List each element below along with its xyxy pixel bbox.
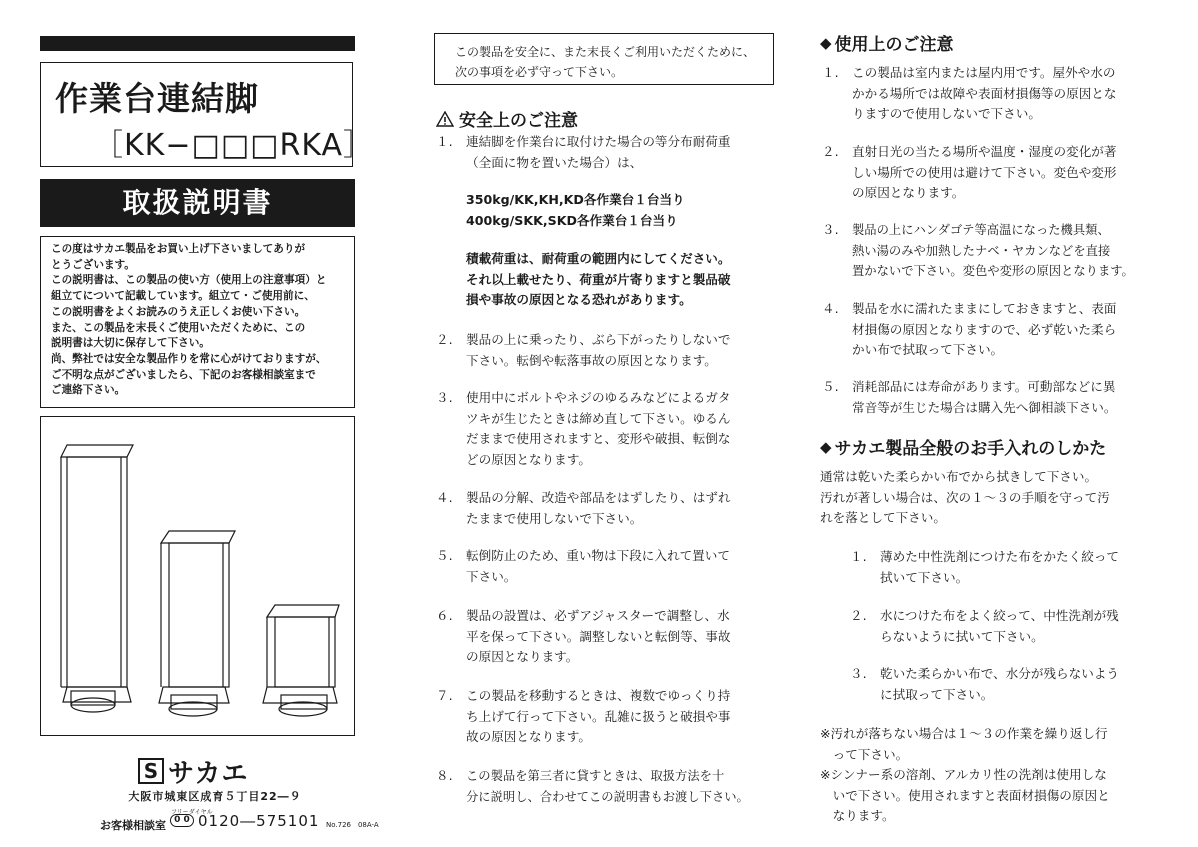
sakae-logo bbox=[138, 756, 249, 789]
title-box bbox=[40, 62, 375, 167]
sakae-logo-mark: S bbox=[138, 758, 164, 784]
diamond-icon: ◆ bbox=[820, 437, 832, 456]
usage-heading bbox=[820, 30, 954, 55]
product-model: ［KK−□□□RKA］ bbox=[93, 128, 375, 163]
intro-text: この度はサカエ製品をお買い上げ下さいましてありが とうございます。 この説明書は、この製品の使い方（使用上の注意事項）と 組立てについて記載しています。組立て・ご使用前に、 この説明書をよくお読みのうえ正しくお使い下さい。 また、この製品を末長くご使用いただくために、この 説明書は大切に保存して下さい。 尚、弊社では安全な製品作りを常に心がけておりますが、 ご不明な点がございましたら、下記のお客様相談室まで ご連絡下さい。 bbox=[51, 243, 327, 397]
freedial-label: フリーダイヤル bbox=[171, 809, 213, 816]
step-number: １. bbox=[850, 549, 867, 564]
product-title: 作業台連結脚 bbox=[55, 79, 259, 118]
notice-box bbox=[434, 33, 774, 85]
care-note-1: ※汚れが落ちない場合は１～３の作業を繰り返し行 って下さい。 bbox=[820, 726, 1108, 762]
item-number: ５. bbox=[436, 548, 453, 563]
item-text: 直射日光の当たる場所や温度・湿度の変化が著 しい場所での使用は避けて下さい。変色や変形 の原因となります。 bbox=[852, 144, 1117, 200]
item-number: ６. bbox=[436, 608, 453, 623]
care-heading-text: サカエ製品全般のお手入れのしかた bbox=[834, 439, 1107, 459]
step-number: ２. bbox=[850, 608, 867, 623]
item-text: 製品の上にハンダゴテ等高温になった機具類、 熱い湯のみや加熱したナベ・ヤカンなどを直接 置かないで下さい。変色や変形の原因となります。 bbox=[852, 223, 1134, 278]
medium-leg-drawing bbox=[159, 531, 235, 716]
item-text: 転倒防止のため、重い物は下段に入れて置いて 下さい。 bbox=[466, 548, 730, 584]
warning-icon bbox=[436, 111, 454, 127]
document-number: No.726 08A-A bbox=[326, 821, 379, 829]
item-text: 使用中にボルトやネジのゆるみなどによるガタ ツキが生じたときは締め直して下さい。ゆるん だままで使用されますと、変形や破損、転倒な どの原因となります。 bbox=[466, 390, 731, 467]
care-note-2: ※シンナー系の溶剤、アルカリ性の洗剤は使用しな いで下さい。使用されますと表面材損傷の原因と なります。 bbox=[820, 767, 1110, 823]
safety-heading-text: 安全上のご注意 bbox=[459, 111, 578, 131]
item-number: １. bbox=[822, 65, 839, 80]
item-text: この製品を移動するときは、複数でゆっくり持 ち上げて行って下さい。乱雑に扱うと破損や事 故の原因となります。 bbox=[466, 688, 731, 744]
step-text: 乾いた柔らかい布で、水分が残らないよう に拭取って下さい。 bbox=[880, 666, 1120, 702]
short-leg-drawing bbox=[263, 605, 339, 716]
care-intro: 通常は乾いた柔らかい布でから拭きして下さい。 汚れが著しい場合は、次の１～３の手順を守って汚 れを落として下さい。 bbox=[820, 469, 1110, 525]
tall-leg-drawing bbox=[61, 445, 133, 712]
notice-text: この製品を安全に、また末長くご利用いただくために、 次の事項を必ず守って下さい。 bbox=[455, 45, 756, 79]
sakae-logo-text: サカエ bbox=[168, 758, 249, 789]
item-text: 積載荷重は、耐荷重の範囲内にしてください。 それ以上載せたり、荷重が片寄りますと製品破 損や事故の原因となる恐れがあります。 bbox=[466, 251, 731, 307]
item-number: ７. bbox=[436, 688, 453, 703]
usage-heading-text: 使用上のご注意 bbox=[834, 35, 954, 55]
step-text: 水につけた布をよく絞って、中性洗剤が残 らないように拭いて下さい。 bbox=[880, 608, 1119, 644]
item-text: 製品の上に乗ったり、ぶら下がったりしないで 下さい。転倒や転落事故の原因となります。 bbox=[466, 332, 731, 368]
item-number: ４. bbox=[436, 490, 453, 505]
item-text: 連結脚を作業台に取付けた場合の等分布耐荷重 （全面に物を置いた場合）は、 bbox=[466, 134, 731, 170]
item-text: 製品を水に濡れたままにしておきますと、表面 材損傷の原因となりますので、必ず乾いた柔ら かい布で拭取って下さい。 bbox=[852, 301, 1117, 357]
step-text: 薄めた中性洗剤につけた布をかたく絞って 拭いて下さい。 bbox=[880, 549, 1120, 585]
item-number: ３. bbox=[436, 390, 453, 405]
intro-box bbox=[40, 236, 355, 408]
item-text: 350kg/KK,KH,KD各作業台１台当り 400kg/SKK,SKD各作業台１台当り bbox=[466, 192, 685, 228]
item-text: 消耗部品には寿命があります。可動部などに異 常音等が生じた場合は購入先へ御相談下さい。 bbox=[852, 379, 1117, 415]
item-text: 製品の設置は、必ずアジャスターで調整し、水 平を保って下さい。調整しないと転倒等、事故 の原因となります。 bbox=[466, 608, 731, 664]
product-illustration bbox=[40, 416, 355, 736]
company-address: 大阪市城東区成育５丁目22―９ bbox=[128, 790, 302, 803]
item-number: ３. bbox=[822, 222, 839, 237]
item-number: １. bbox=[436, 134, 453, 149]
item-number: ４. bbox=[822, 301, 839, 316]
leg-illustration-svg bbox=[41, 417, 353, 734]
item-number: ２. bbox=[822, 144, 839, 159]
item-number: ２. bbox=[436, 332, 453, 347]
phone-number: 0120―575101 bbox=[198, 812, 320, 830]
freedial-icon: 0 0 bbox=[170, 814, 194, 827]
step-number: ３. bbox=[850, 666, 867, 681]
consult-label: お客様相談室 bbox=[100, 819, 166, 832]
item-text: この製品は室内または屋内用です。屋外や水の かかる場所では故障や表面材損傷等の原因とな りますので使用しないで下さい。 bbox=[852, 65, 1117, 121]
item-text: この製品を第三者に貸すときは、取扱方法を十 分に説明し、合わせてこの説明書もお渡し下さい。 bbox=[466, 769, 749, 804]
safety-heading bbox=[436, 106, 578, 131]
item-number: ５. bbox=[822, 379, 839, 394]
care-heading bbox=[820, 434, 1106, 459]
item-number: ８. bbox=[436, 768, 453, 783]
item-text: 製品の分解、改造や部品をはずしたり、はずれ たままで使用しないで下さい。 bbox=[466, 490, 731, 526]
manual-label: 取扱説明書 bbox=[40, 179, 355, 227]
diamond-icon: ◆ bbox=[820, 33, 832, 52]
top-decorative-bar bbox=[40, 36, 355, 51]
